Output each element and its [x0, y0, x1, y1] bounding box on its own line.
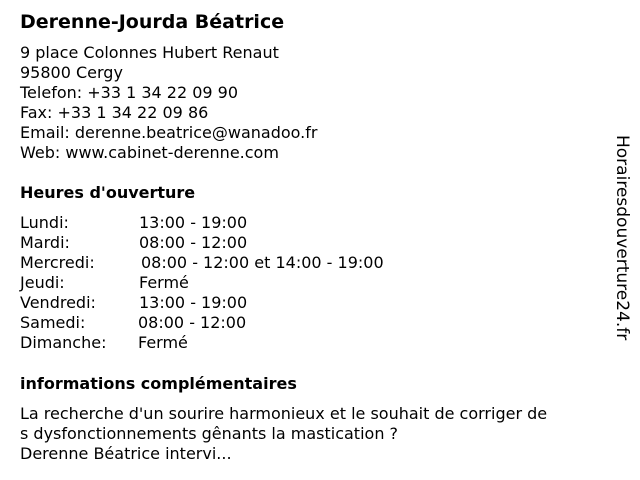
hours-time: 08:00 - 12:00	[139, 233, 248, 252]
hours-day: Mardi:	[20, 233, 70, 252]
hours-time: 13:00 - 19:00	[139, 213, 248, 232]
contact-block	[20, 43, 317, 163]
address-line-2: 95800 Cergy	[20, 63, 123, 82]
hours-time: Fermé	[139, 273, 189, 292]
hours-day: Samedi:	[20, 313, 86, 332]
hours-day: Lundi:	[20, 213, 69, 232]
opening-hours-heading: Heures d'ouverture	[20, 183, 196, 202]
phone-line: Telefon: +33 1 34 22 09 90	[20, 83, 239, 102]
hours-day: Vendredi:	[20, 293, 96, 312]
hours-day: Dimanche:	[20, 333, 107, 352]
email-line: Email: derenne.beatrice@wanadoo.fr	[20, 123, 318, 142]
description-line: La recherche d'un sourire harmonieux et le souhait de corriger de	[20, 404, 548, 423]
address-line-1: 9 place Colonnes Hubert Renaut	[20, 43, 279, 62]
site-brand-vertical: Horairesdouverture24.fr	[612, 135, 632, 341]
description-line: Derenne Béatrice intervi...	[20, 444, 232, 463]
business-name: Derenne-Jourda Béatrice	[20, 11, 285, 33]
hours-day: Mercredi:	[20, 253, 95, 272]
hours-time: 08:00 - 12:00 et 14:00 - 19:00	[141, 253, 384, 272]
hours-day: Jeudi:	[20, 273, 65, 292]
additional-info-text	[20, 404, 600, 464]
additional-info-heading: informations complémentaires	[20, 374, 297, 393]
hours-time: 13:00 - 19:00	[139, 293, 248, 312]
hours-time: 08:00 - 12:00	[138, 313, 247, 332]
description-line: s dysfonctionnements gênants la mastication ?	[20, 424, 399, 443]
hours-time: Fermé	[138, 333, 188, 352]
fax-line: Fax: +33 1 34 22 09 86	[20, 103, 209, 122]
web-line: Web: www.cabinet-derenne.com	[20, 143, 279, 162]
